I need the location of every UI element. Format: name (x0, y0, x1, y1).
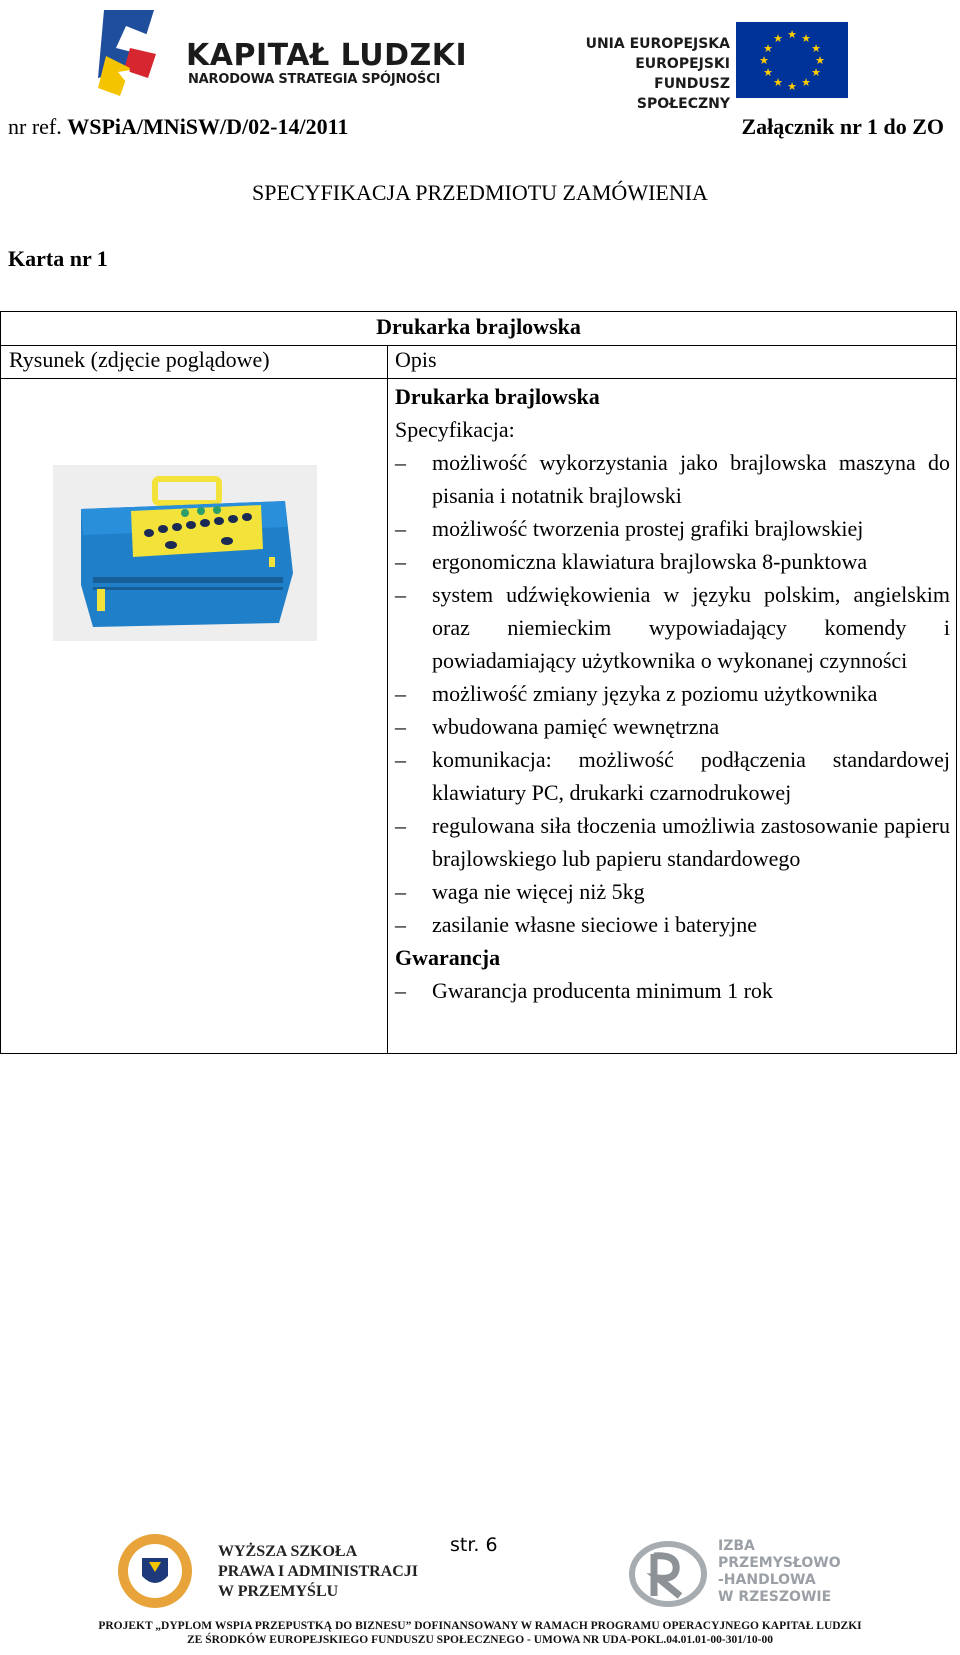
project-line-2: ZE ŚRODKÓW EUROPEJSKIEGO FUNDUSZU SPOŁECZNEGO - UMOWA NR UDA-POKL.04.01.01-00-301/10-00 (186, 1634, 773, 1646)
eu-line-3: FUNDUSZ SPOŁECZNY (636, 76, 730, 112)
svg-text:★: ★ (811, 42, 821, 55)
specification-list (395, 446, 950, 941)
project-funding-note (0, 1619, 960, 1647)
list-item (395, 809, 950, 875)
list-dash: – (395, 714, 406, 739)
list-item-text: możliwość wykorzystania jako brajlowska maszyna do pisania i notatnik brajlowski (432, 450, 950, 508)
svg-text:★: ★ (801, 76, 811, 89)
list-item-text: możliwość tworzenia prostej grafiki brajlowskiej (432, 516, 864, 541)
product-description (395, 380, 950, 1007)
annex-label: Załącznik nr 1 do ZO (741, 114, 944, 139)
kapital-ludzki-title: KAPITAŁ LUDZKI (186, 38, 468, 73)
warranty-list (395, 974, 950, 1007)
table-column-divider (387, 346, 388, 1053)
page-number: str. 6 (450, 1534, 498, 1556)
list-item-text: system udźwiękowienia w języku polskim, angielskim oraz niemieckim wypowiadający komendy i powiadamiający użytkownika o wykonanej czynności (432, 582, 950, 673)
eu-line-2: EUROPEJSKI (635, 56, 730, 72)
list-dash: – (395, 978, 406, 1003)
column-header-picture: Rysunek (zdjęcie poglądowe) (9, 347, 270, 372)
university-line-1: WYŻSZA SZKOŁA (218, 1543, 358, 1560)
product-name: Drukarka brajlowska (395, 384, 600, 409)
svg-text:★: ★ (773, 76, 783, 89)
list-dash: – (395, 747, 406, 772)
eu-fund-label (560, 34, 730, 114)
chamber-name (718, 1538, 841, 1606)
list-item (395, 446, 950, 512)
university-line-2: PRAWA I ADMINISTRACJI (218, 1563, 419, 1580)
svg-text:★: ★ (763, 66, 773, 79)
chamber-line-2: PRZEMYSŁOWO (718, 1555, 841, 1571)
reference-prefix: nr ref. (8, 114, 62, 139)
svg-text:★: ★ (811, 66, 821, 79)
list-item (395, 875, 950, 908)
list-item-text: wbudowana pamięć wewnętrzna (432, 714, 720, 739)
list-dash: – (395, 549, 406, 574)
list-item (395, 974, 950, 1007)
braille-printer-image-icon (53, 465, 317, 641)
column-header-description: Opis (395, 347, 437, 372)
kapital-ludzki-subtitle: NARODOWA STRATEGIA SPÓJNOŚCI (188, 72, 441, 87)
list-dash: – (395, 582, 406, 607)
specification-label: Specyfikacja: (395, 417, 515, 442)
reference-number (8, 114, 348, 140)
list-item (395, 743, 950, 809)
list-item (395, 677, 950, 710)
eu-line-1: UNIA EUROPEJSKA (585, 36, 730, 52)
list-dash: – (395, 879, 406, 904)
list-item-text: regulowana siła tłoczenia umożliwia zastosowanie papieru brajlowskiego lub papieru standardowego (432, 813, 950, 871)
chamber-logo-icon (628, 1538, 708, 1610)
list-dash: – (395, 450, 406, 475)
list-item-text: waga nie więcej niż 5kg (432, 879, 645, 904)
list-item (395, 512, 950, 545)
svg-text:★: ★ (787, 28, 797, 41)
product-photo (53, 465, 317, 641)
project-line-1: PROJEKT „DYPLOM WSPIA PRZEPUSTKĄ DO BIZNESU” DOFINANSOWANY W RAMACH PROGRAMU OPERACYJNEGO KAPITAŁ LUDZKI (98, 1620, 862, 1632)
university-emblem-icon (116, 1532, 194, 1610)
chamber-line-4: W RZESZOWIE (718, 1589, 832, 1605)
list-item-text: zasilanie własne sieciowe i bateryjne (432, 912, 757, 937)
specification-table (0, 311, 957, 1054)
table-divider (1, 378, 956, 379)
eu-flag-icon (736, 22, 848, 98)
table-title: Drukarka brajlowska (376, 314, 581, 339)
list-dash: – (395, 681, 406, 706)
svg-text:★: ★ (759, 54, 769, 67)
university-name (218, 1542, 418, 1602)
svg-text:★: ★ (787, 80, 797, 93)
table-divider (1, 345, 956, 346)
reference-value: WSPiA/MNiSW/D/02-14/2011 (67, 114, 349, 139)
list-dash: – (395, 912, 406, 937)
chamber-line-3: -HANDLOWA (718, 1572, 816, 1588)
document-title: SPECYFIKACJA PRZEDMIOTU ZAMÓWIENIA (252, 180, 708, 205)
list-dash: – (395, 813, 406, 838)
list-item-text: możliwość zmiany języka z poziomu użytkownika (432, 681, 878, 706)
list-item (395, 578, 950, 677)
university-line-3: W PRZEMYŚLU (218, 1583, 339, 1600)
list-item (395, 908, 950, 941)
list-item (395, 545, 950, 578)
list-item-text: Gwarancja producenta minimum 1 rok (432, 978, 773, 1003)
svg-text:★: ★ (763, 42, 773, 55)
list-item (395, 710, 950, 743)
card-number: Karta nr 1 (8, 246, 108, 271)
svg-text:★: ★ (801, 32, 811, 45)
warranty-label: Gwarancja (395, 945, 501, 970)
list-item-text: ergonomiczna klawiatura brajlowska 8-punktowa (432, 549, 868, 574)
chamber-line-1: IZBA (718, 1538, 755, 1554)
list-dash: – (395, 516, 406, 541)
svg-text:★: ★ (773, 32, 783, 45)
svg-text:★: ★ (815, 54, 825, 67)
kapital-ludzki-emblem-icon (96, 8, 186, 112)
list-item-text: komunikacja: możliwość podłączenia standardowej klawiatury PC, drukarki czarnodrukowej (432, 747, 950, 805)
